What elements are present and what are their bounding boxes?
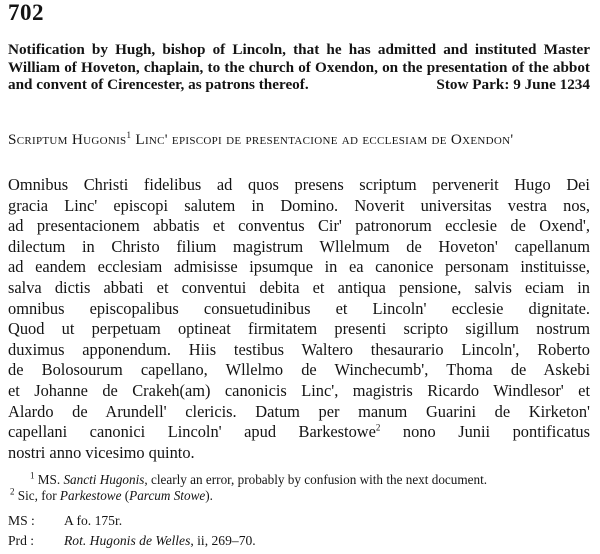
charter-line: Quod ut perpetuam optineat firmitatem presenti scripto sigillum nostrum: [8, 319, 590, 339]
footnote-number: 2: [10, 486, 15, 497]
footnotes: [8, 472, 590, 504]
document-page: [6, 0, 594, 554]
charter-line: de Bolosourum capellano, Wllelmo de Winchecumb', Thoma de Askebi: [8, 360, 590, 380]
footnote-2: $^2$ Sic, for Parkestowe (Parcum Stowe).: [10, 486, 213, 503]
footnote-ref-2: 2: [375, 422, 381, 433]
charter-line: ad presentacionem abbatis et conventus Cir' patronorum ecclesie de Oxend',: [8, 216, 590, 236]
charter-line: Omnibus Christi fidelibus ad quos presens scriptum pervenerit Hugo Dei: [8, 175, 590, 194]
charter-line-13-end: nono Junii pontificatus: [380, 422, 590, 442]
heading-part-1: Scriptum Hugonis: [8, 131, 127, 148]
charter-line: [8, 422, 590, 443]
charter-line: omnibus episcopalibus consuetudinibus et Lincoln' ecclesie dignitate.: [8, 298, 590, 318]
charter-line: gracia Linc' episcopi salutem in Domino. Noverit universitas vestra nos,: [8, 195, 590, 215]
source-title: Rot. Hugonis de Welles: [64, 533, 191, 548]
charter-line: ad eandem ecclesiam admisisse ipsumque in ea canonice personam instituisse,: [8, 257, 590, 277]
document-heading: [8, 131, 590, 149]
source-ms: [8, 511, 256, 531]
charter-line: et Johanne de Crakeh(am) canonicis Linc', magistris Ricardo Windlesor' et: [8, 380, 590, 400]
charter-line: salva dictis abbati et conventui debita et antiqua pensione, salvis eciam in: [8, 277, 590, 297]
source-label: Prd :: [8, 533, 35, 548]
footnote-ref-1: 1: [126, 129, 132, 140]
source-label: MS :: [8, 513, 35, 528]
source-prd: [8, 531, 256, 551]
footnote-number: 1: [30, 470, 35, 481]
document-summary: [8, 41, 590, 94]
charter-line-last: nostri anno vicesimo quinto.: [8, 442, 195, 462]
source-value: A fo. 175r.: [64, 513, 123, 528]
charter-line-13-start: capellani canonici Lincoln' apud Barkestowe: [8, 422, 376, 442]
charter-line: duximus apponendum. Hiis testibus Waltero thesaurario Lincoln', Roberto: [8, 339, 590, 359]
summary-text: Notification by Hugh, bishop of Lincoln, that he has admitted and instituted Master William of Hoveton, chaplain, to the church of Oxendon, on the presentation of the abbot and convent of Cirencester, as patrons thereof.: [8, 41, 590, 93]
manuscript-sources: [8, 511, 256, 551]
heading-part-2: Linc' episcopi de presentacione ad ecclesiam de Oxendon': [131, 131, 514, 148]
charter-line: Alardo de Arundell' clericis. Datum per manum Guarini de Kirketon': [8, 401, 590, 421]
charter-line: dilectum in Christo filium magistrum Wllelmum de Hoveton' capellanum: [8, 236, 590, 256]
source-value: , ii, 269–70.: [190, 533, 256, 548]
footnote-1: $^1$ MS. Sancti Hugonis, clearly an error, probably by confusion with the next document.: [30, 470, 488, 487]
summary-place-date: Stow Park: 9 June 1234: [436, 76, 590, 93]
document-number: 702: [8, 0, 44, 25]
charter-text: [8, 175, 590, 463]
